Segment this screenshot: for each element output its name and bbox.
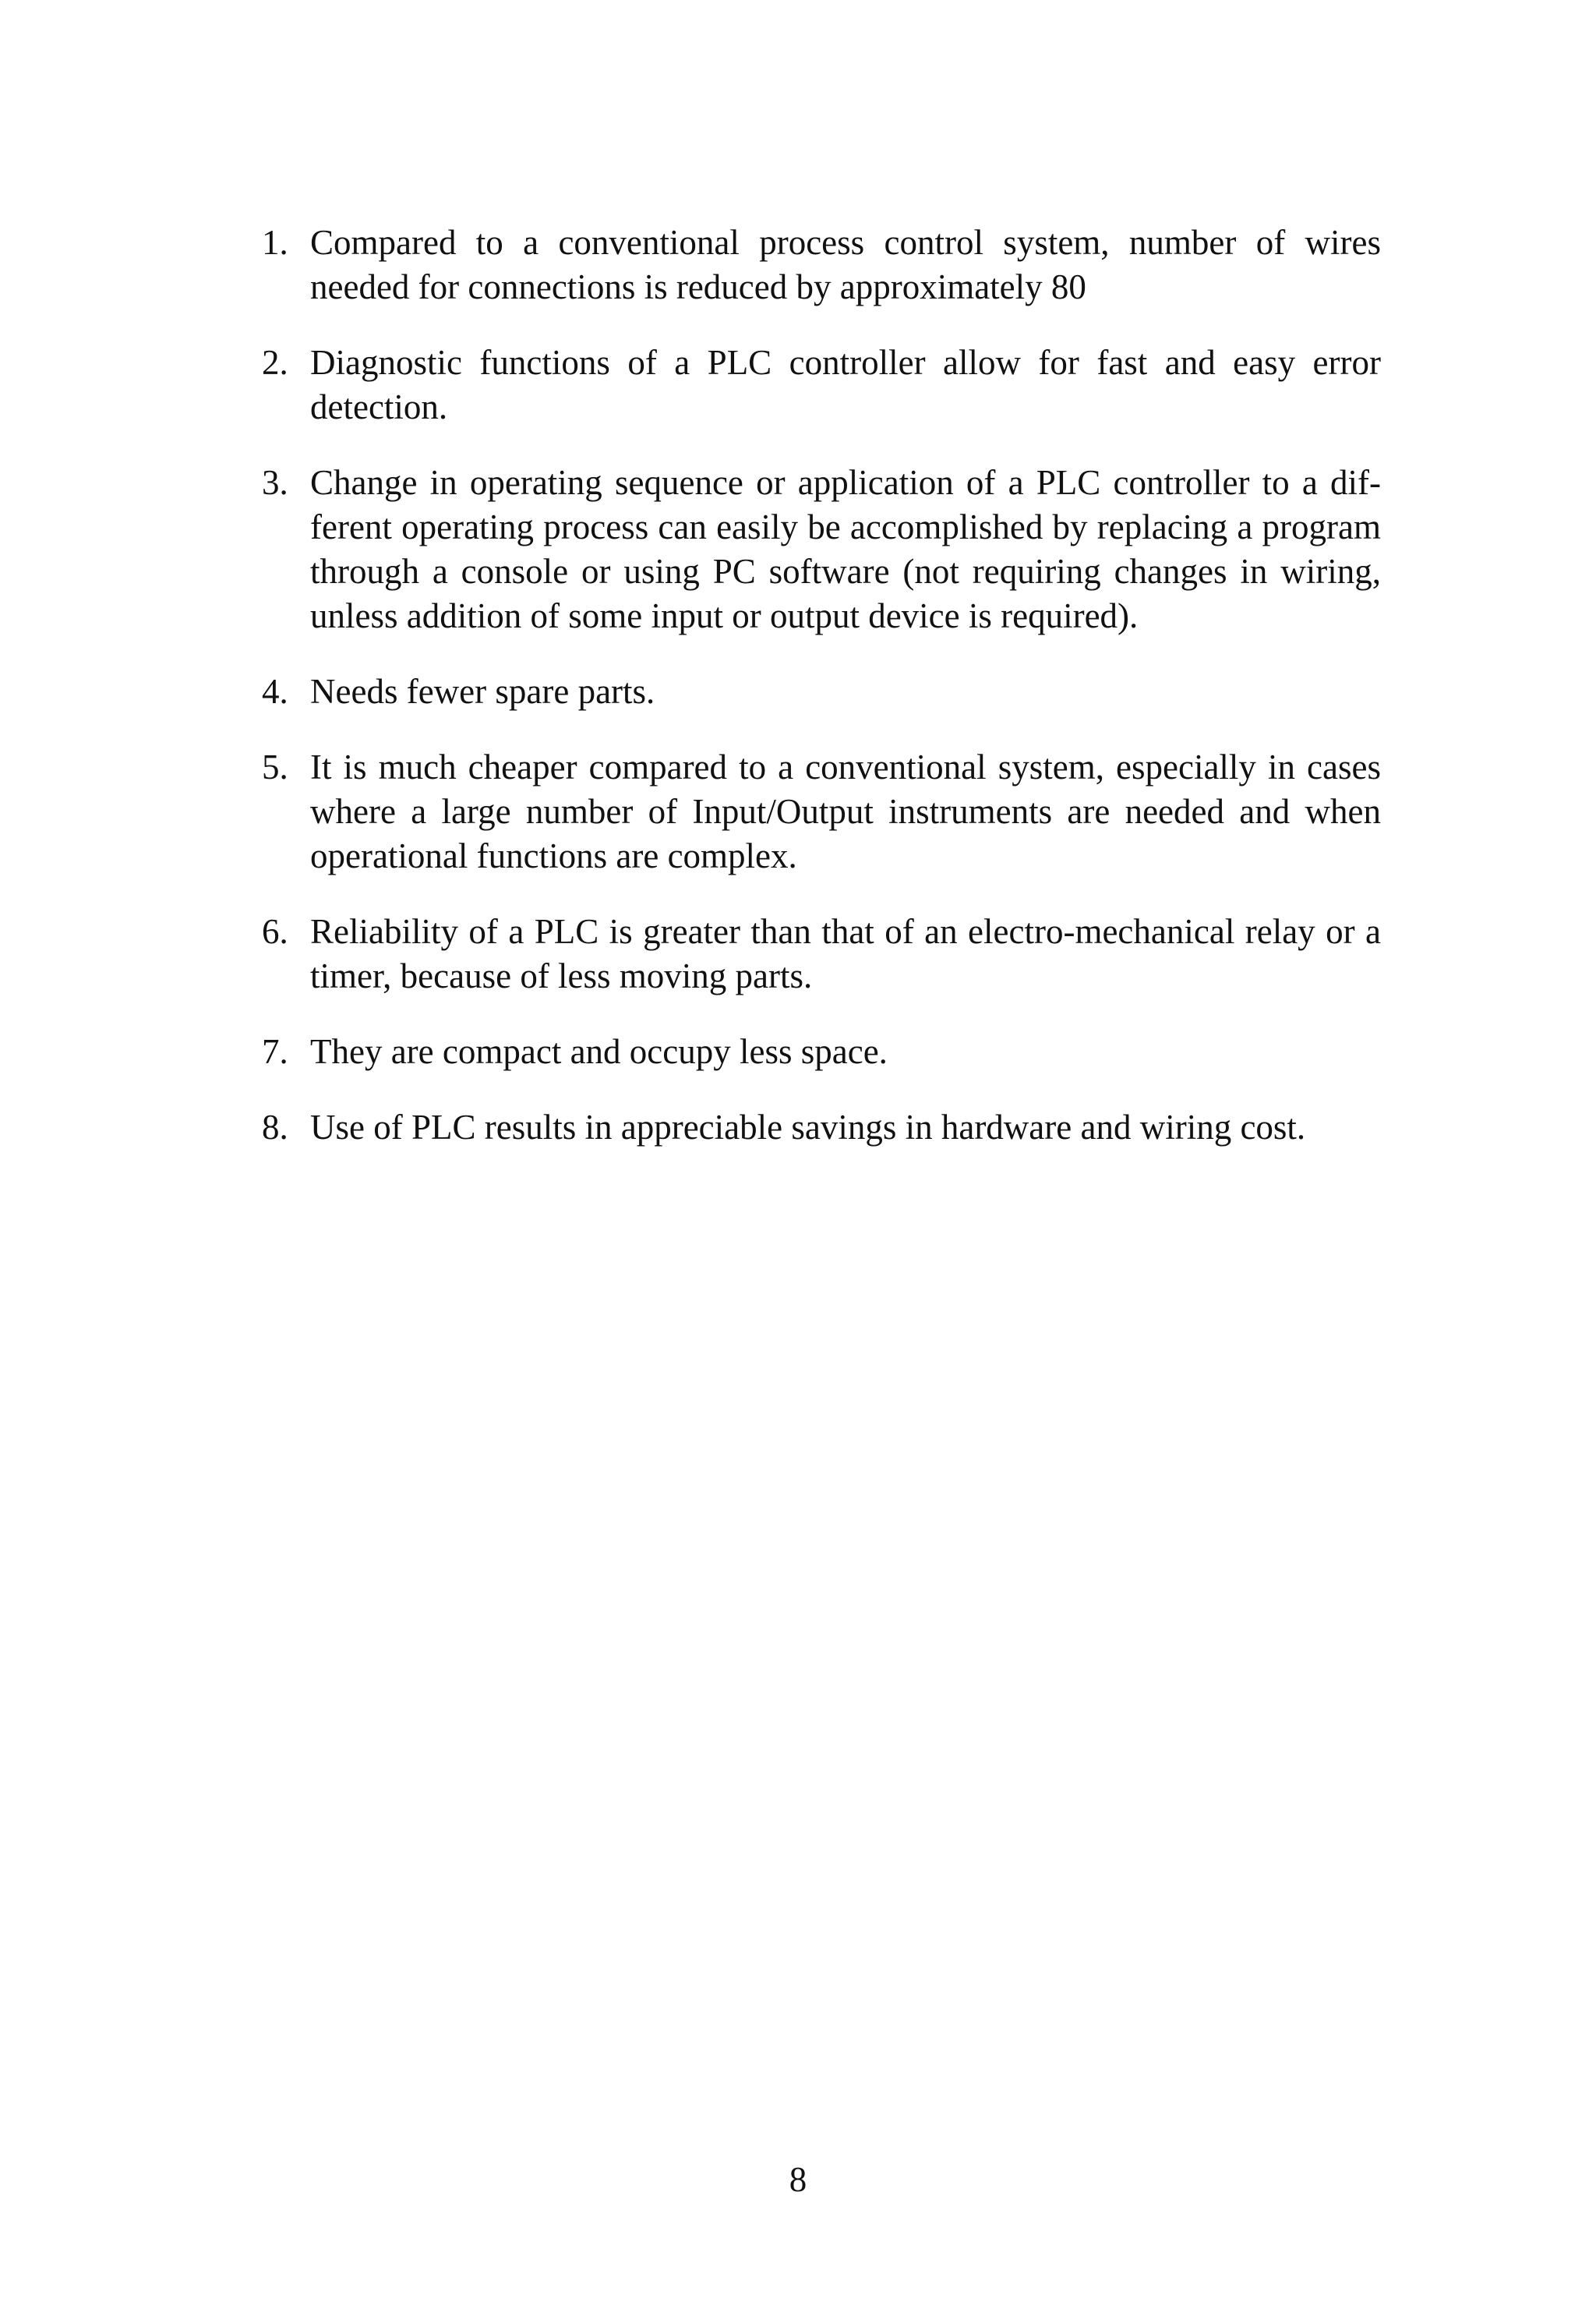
list-item — [262, 745, 1381, 878]
list-item-text: They are compact and occupy less space. — [310, 1032, 888, 1071]
list-item-number: 7. — [262, 1032, 288, 1071]
list-item — [262, 910, 1381, 999]
list-item-text: Use of PLC results in appreciable savings in hardware and wiring cost. — [310, 1108, 1306, 1147]
list-item-number: 5. — [262, 748, 288, 787]
list-item-number: 3. — [262, 463, 288, 502]
list-item — [262, 1105, 1381, 1150]
list-item-number: 4. — [262, 672, 288, 711]
list-item-text: Reliability of a PLC is greater than that of an electro-mechanical relay or a timer, because of less moving parts. — [310, 912, 1381, 995]
list-item-text: Diagnostic functions of a PLC controller allow for fast and easy error detection. — [310, 343, 1381, 426]
list-item — [262, 1030, 1381, 1074]
list-item-text: Change in operating sequence or application of a PLC controller to a different operating process can easily be accomplished by replacing a program through a console or using PC software (not requiring changes in wiring, unless addition of some input or output device is required). — [310, 463, 1381, 635]
list-item — [262, 341, 1381, 430]
list-item — [262, 221, 1381, 309]
advantages-list — [262, 221, 1381, 1181]
list-item-number: 6. — [262, 912, 288, 951]
list-item-text: Needs fewer spare parts. — [310, 672, 655, 711]
list-item-number: 2. — [262, 343, 288, 382]
list-item-text: It is much cheaper compared to a conventional system, especially in cases where a large number of Input/Output instruments are needed and when operational functions are complex. — [310, 748, 1381, 875]
list-item-text: Compared to a conventional process control system, number of wires needed for connections is reduced by approximately 80 — [310, 223, 1381, 306]
list-item — [262, 461, 1381, 638]
list-item — [262, 670, 1381, 714]
list-item-number: 1. — [262, 223, 288, 262]
page-number: 8 — [789, 2160, 807, 2199]
list-item-number: 8. — [262, 1108, 288, 1147]
